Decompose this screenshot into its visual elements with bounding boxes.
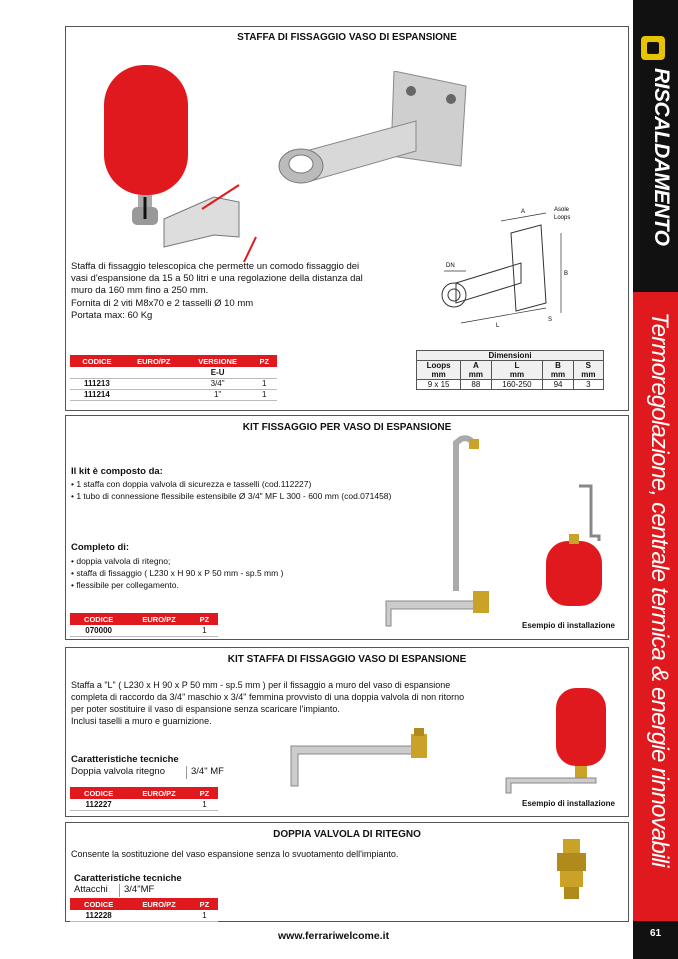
complete-item: • staffa di fissaggio ( L230 x H 90 x P 50 mm - sp.5 mm ) (71, 568, 284, 578)
dim-label-dn: DN (446, 263, 455, 269)
page-number: 61 (649, 928, 662, 939)
cell-pz: 1 (191, 910, 218, 921)
dim-label-s: S (548, 317, 553, 323)
description-line: Inclusi taselli a muro e guarnizione. (71, 716, 212, 726)
tech-heading: Caratteristiche tecniche (71, 754, 179, 765)
installation-example-photo (541, 476, 611, 611)
l-bracket-photo (286, 726, 441, 796)
dim-header: A mm (461, 361, 491, 380)
table-row (70, 625, 218, 636)
radiator-icon (641, 36, 665, 60)
description-line: Staffa a "L" ( L230 x H 90 x P 50 mm - sp.5 mm ) per il fissaggio a muro del vaso di espansione (71, 680, 451, 690)
dim-cell: 88 (461, 380, 491, 390)
col-header: PZ (191, 898, 218, 910)
section-kit-staffa (65, 647, 629, 817)
cell-versione: 3/4" (184, 378, 252, 389)
section-title: KIT FISSAGGIO PER VASO DI ESPANSIONE (242, 422, 452, 433)
sidebar-page-band (633, 921, 678, 959)
dim-label-b: B (564, 271, 569, 277)
cell-versione: 1" (184, 389, 252, 400)
price-table (70, 613, 218, 637)
dim-header: S mm (573, 361, 603, 380)
table-row (70, 910, 218, 921)
category-subtitle: Termoregolazione, centrale termica & energie rinnovabili (646, 312, 673, 867)
tech-value: 3/4" MF (186, 766, 224, 779)
col-header: PZ (191, 613, 218, 625)
col-header: CODICE (70, 898, 127, 910)
cell-pz: 1 (191, 799, 218, 810)
table-row (70, 799, 218, 810)
cell-codice: 112227 (70, 799, 127, 810)
tech-heading: Caratteristiche tecniche (74, 873, 182, 884)
section-title: KIT STAFFA DI FISSAGGIO VASO DI ESPANSIONE (227, 654, 467, 665)
section-title: DOPPIA VALVOLA DI RITEGNO (273, 829, 421, 840)
flexible-hose-kit-photo (381, 431, 501, 631)
tech-value: 3/4"MF (119, 884, 154, 897)
category-sidebar (633, 0, 678, 959)
col-header: CODICE (70, 787, 127, 799)
dim-header: L mm (491, 361, 543, 380)
check-valve-photo (554, 839, 589, 901)
table-row (70, 378, 277, 389)
cell-codice: 111214 (70, 389, 124, 400)
bracket-photo (276, 71, 476, 221)
technical-drawing (426, 203, 596, 338)
col-header: CODICE (70, 355, 124, 367)
dim-label-l: L (496, 323, 500, 329)
col-header: EURO/PZ (127, 898, 191, 910)
price-table (70, 355, 277, 401)
dim-label-asole: Asole (554, 207, 570, 213)
col-header: EURO/PZ (127, 787, 191, 799)
table-row (70, 389, 277, 400)
description-line: Fornita di 2 viti M8x70 e 2 tasselli Ø 10 mm (71, 298, 254, 309)
section-title: STAFFA DI FISSAGGIO VASO DI ESPANSIONE (237, 32, 457, 43)
dim-cell: 3 (573, 380, 603, 390)
description-line: completa di raccordo da 3/4" maschio x 3/4" femmina provvisto di una doppia valvola di non ritorno (71, 692, 465, 702)
cell-codice: 111213 (70, 378, 124, 389)
dim-cell: 160-250 (491, 380, 543, 390)
table-row (417, 380, 604, 390)
cell-pz: 1 (251, 378, 277, 389)
price-table (70, 787, 218, 811)
description-line: Portata max: 60 Kg (71, 310, 153, 321)
category-title: RISCALDAMENTO (650, 68, 673, 246)
cell-euro (124, 378, 184, 389)
price-table (70, 898, 218, 922)
cell-euro (124, 389, 184, 400)
cell-codice: 070000 (70, 625, 127, 636)
dim-label-a: A (521, 209, 526, 215)
cell-codice: 112228 (70, 910, 127, 921)
tech-label: Doppia valvola ritegno (71, 766, 166, 777)
version-subheader: E-U (184, 367, 252, 378)
description-line: vasi d'espansione da 15 a 50 litri e una regolazione della distanza dal (71, 273, 363, 284)
install-caption: Esempio di installazione (522, 799, 615, 808)
col-header: CODICE (70, 613, 127, 625)
cell-pz: 1 (191, 625, 218, 636)
dim-cell: 94 (543, 380, 573, 390)
cell-euro (127, 910, 191, 921)
section-doppia-valvola (65, 822, 629, 922)
section-kit-fissaggio (65, 415, 629, 640)
description-line: Staffa di fissaggio telescopica che permette un comodo fissaggio dei (71, 261, 360, 272)
dimensions-table (416, 350, 604, 390)
install-caption: Esempio di installazione (522, 621, 615, 630)
tech-label: Attacchi (74, 884, 108, 895)
footer-url[interactable]: www.ferrariwelcome.it (278, 930, 390, 942)
cell-euro (127, 625, 191, 636)
dimensions-title: Dimensioni (417, 351, 604, 361)
complete-item: • doppia valvola di ritegno; (71, 556, 171, 566)
col-header: VERSIONE (184, 355, 252, 367)
cell-pz: 1 (251, 389, 277, 400)
dim-header: Loops mm (417, 361, 461, 380)
kit-item: • 1 tubo di connessione flessibile estensibile Ø 3/4" MF L 300 - 600 mm (cod.071458) (71, 491, 392, 501)
col-header: EURO/PZ (127, 613, 191, 625)
kit-item: • 1 staffa con doppia valvola di sicurezza e tasselli (cod.112227) (71, 479, 312, 489)
kit-heading: Il kit è composto da: (71, 466, 163, 477)
description-line: per poter sostituire il vaso di espansione senza scaricare l'impianto. (71, 704, 340, 714)
section-staffa-fissaggio (65, 26, 629, 411)
expansion-vessel-illustration (94, 57, 264, 277)
complete-item: • flessibile per collegamento. (71, 580, 179, 590)
installation-example-photo (501, 688, 611, 796)
description: Consente la sostituzione del vaso espansione senza lo svuotamento dell'impianto. (71, 849, 399, 859)
dim-label-loops: Loops (554, 215, 571, 221)
cell-euro (127, 799, 191, 810)
col-header: PZ (191, 787, 218, 799)
complete-heading: Completo di: (71, 542, 130, 553)
col-header: EURO/PZ (124, 355, 184, 367)
description-line: muro da 160 mm fino a 250 mm. (71, 285, 209, 296)
dim-header: B mm (543, 361, 573, 380)
col-header: PZ (251, 355, 277, 367)
dim-cell: 9 x 15 (417, 380, 461, 390)
